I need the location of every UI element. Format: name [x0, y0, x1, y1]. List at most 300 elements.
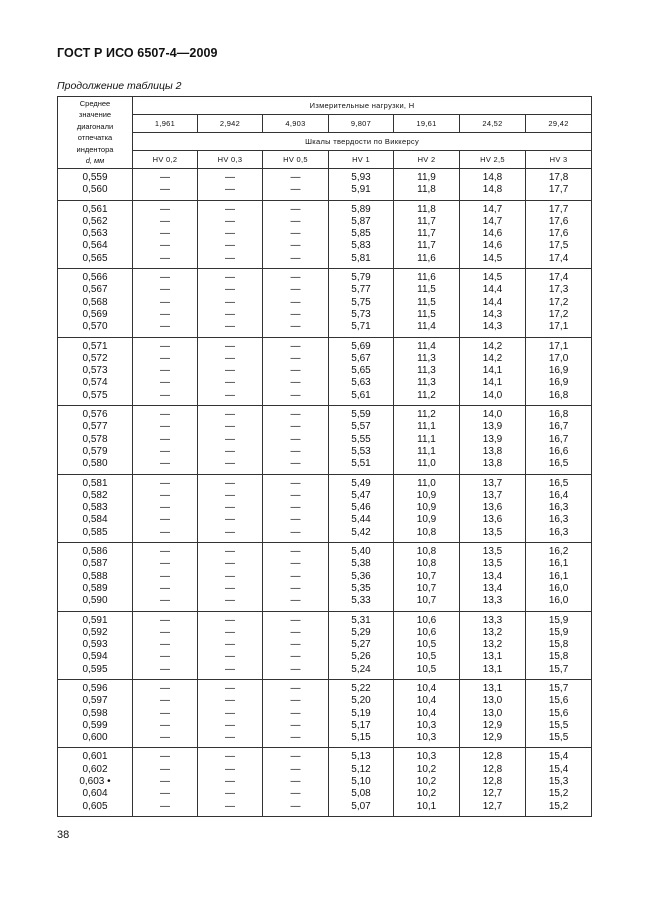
- table-cell: [198, 748, 263, 816]
- hv25-value: 12,8: [482, 763, 503, 775]
- hv25-value: 14,5: [482, 252, 503, 264]
- diagonal-value: 0,590: [82, 595, 108, 607]
- table-cell: [133, 169, 198, 201]
- hv25-value: 13,8: [482, 445, 503, 457]
- hv2-value: 10,9: [416, 502, 437, 514]
- hv1-value: 5,07: [351, 800, 371, 812]
- hv02-value: —: [160, 614, 170, 626]
- hv3-value: 17,2: [548, 296, 569, 308]
- hv03-value: —: [225, 639, 235, 651]
- table-cell: [58, 543, 133, 611]
- hv2-value: 10,8: [416, 558, 437, 570]
- hv05-value: —: [290, 389, 301, 401]
- hv05-value: —: [290, 719, 301, 731]
- diagonal-value: 0,565: [82, 252, 108, 264]
- hv3-value: 15,5: [548, 732, 569, 744]
- hv3-value: 15,6: [548, 695, 569, 707]
- diagonal-value: 0,586: [82, 546, 108, 558]
- hv02-value: —: [160, 252, 170, 264]
- hv03-value: —: [225, 365, 235, 377]
- hv3-value: 17,6: [548, 228, 569, 240]
- hv1-value: 5,49: [351, 477, 371, 489]
- scale-header: HV 0,3: [198, 151, 263, 169]
- table-cell: [58, 337, 133, 405]
- hv3-value: 16,2: [548, 546, 569, 558]
- hv3-value: 17,3: [548, 284, 569, 296]
- hv25-value: 14,8: [482, 184, 503, 196]
- hv03-value: —: [225, 352, 235, 364]
- table-caption: Продолжение таблицы 2: [57, 80, 182, 92]
- hv2-value: 11,1: [417, 421, 436, 433]
- hv1-value: 5,17: [351, 719, 371, 731]
- hv1-value: 5,85: [351, 228, 371, 240]
- hv3-value: 15,9: [548, 614, 569, 626]
- hv2-value: 10,6: [416, 614, 437, 626]
- col0-header-line: индентора: [76, 144, 114, 154]
- table-cell: [329, 406, 394, 474]
- hv03-value: —: [225, 184, 235, 196]
- table-cell: [526, 269, 592, 337]
- hv03-value: —: [225, 788, 235, 800]
- table-cell: [329, 679, 394, 747]
- hv1-value: 5,93: [351, 172, 371, 183]
- diagonal-value: 0,602: [82, 763, 108, 775]
- hv3-value: 17,1: [548, 340, 569, 352]
- hv05-value: —: [290, 502, 301, 514]
- hv25-value: 12,9: [482, 732, 503, 744]
- table-row-group: [58, 543, 592, 611]
- diagonal-value: 0,591: [82, 614, 108, 626]
- hv25-value: 13,1: [482, 663, 503, 675]
- table-cell: [526, 748, 592, 816]
- hv3-value: 15,7: [548, 663, 569, 675]
- diagonal-value: 0,561: [82, 203, 108, 215]
- hv3-value: 15,3: [548, 776, 569, 788]
- hv2-value: 10,7: [416, 595, 437, 607]
- hv02-value: —: [160, 272, 170, 284]
- hv2-value: 11,3: [417, 377, 436, 389]
- hv3-value: 16,1: [548, 558, 569, 570]
- diagonal-value: 0,576: [82, 409, 108, 421]
- hv3-value: 15,2: [548, 800, 569, 812]
- scale-header: HV 2,5: [460, 151, 526, 169]
- hv2-value: 11,7: [417, 240, 436, 252]
- hv05-value: —: [290, 409, 301, 421]
- hv3-value: 16,9: [548, 365, 569, 377]
- diagonal-value: 0,589: [82, 582, 108, 594]
- hv05-value: —: [290, 445, 301, 457]
- hv1-value: 5,69: [351, 340, 371, 352]
- hv2-value: 11,4: [417, 340, 436, 352]
- hv03-value: —: [225, 340, 235, 352]
- hv03-value: —: [225, 445, 235, 457]
- diagonal-value: 0,598: [82, 707, 108, 719]
- hv25-value: 14,5: [482, 272, 503, 284]
- hv3-value: 15,9: [548, 626, 569, 638]
- diagonal-value: 0,599: [82, 719, 108, 731]
- hv03-value: —: [225, 776, 235, 788]
- hv1-value: 5,38: [351, 558, 371, 570]
- hv05-value: —: [290, 776, 301, 788]
- hv05-value: —: [290, 651, 301, 663]
- hv05-value: —: [290, 639, 301, 651]
- hv3-value: 17,1: [548, 321, 569, 333]
- hv05-value: —: [290, 252, 301, 264]
- diagonal-value: 0,595: [82, 663, 108, 675]
- hv1-value: 5,35: [351, 582, 371, 594]
- hv25-value: 13,5: [482, 526, 503, 538]
- hv02-value: —: [160, 321, 170, 333]
- hv02-value: —: [160, 502, 170, 514]
- table-cell: [329, 474, 394, 542]
- hv2-value: 10,5: [416, 639, 437, 651]
- table-row-group: [58, 200, 592, 268]
- hv05-value: —: [290, 489, 301, 501]
- hv2-value: 10,8: [416, 526, 437, 538]
- hv1-value: 5,73: [351, 308, 371, 320]
- hv1-value: 5,29: [351, 626, 371, 638]
- hv3-value: 16,8: [548, 409, 569, 421]
- table-cell: [263, 337, 329, 405]
- hv1-value: 5,55: [351, 433, 371, 445]
- diagonal-value: 0,568: [82, 296, 108, 308]
- hv03-value: —: [225, 172, 235, 183]
- hv25-value: 14,3: [482, 321, 503, 333]
- hv02-value: —: [160, 340, 170, 352]
- diagonal-value: 0,583: [82, 502, 108, 514]
- hv03-value: —: [225, 732, 235, 744]
- hv25-value: 13,2: [482, 639, 503, 651]
- hv25-value: 13,6: [482, 514, 503, 526]
- hv2-value: 11,2: [417, 409, 436, 421]
- hv3-value: 16,7: [548, 433, 569, 445]
- hv3-value: 16,3: [548, 502, 569, 514]
- scale-header: HV 2: [394, 151, 460, 169]
- table-cell: [133, 748, 198, 816]
- table-cell: [526, 200, 592, 268]
- table-cell: [58, 611, 133, 679]
- table-cell: [329, 269, 394, 337]
- scale-header: HV 0,5: [263, 151, 329, 169]
- table-cell: [394, 543, 460, 611]
- diagonal-value: 0,579: [82, 445, 108, 457]
- hv02-value: —: [160, 788, 170, 800]
- diagonal-value: 0,573: [82, 365, 108, 377]
- hv3-value: 16,4: [548, 489, 569, 501]
- hv03-value: —: [225, 651, 235, 663]
- table-cell: [526, 337, 592, 405]
- table-cell: [263, 269, 329, 337]
- hv1-value: 5,08: [351, 788, 371, 800]
- hv03-value: —: [225, 695, 235, 707]
- hv03-value: —: [225, 595, 235, 607]
- table-cell: [526, 611, 592, 679]
- hv02-value: —: [160, 352, 170, 364]
- hv1-value: 5,77: [351, 284, 371, 296]
- hv02-value: —: [160, 284, 170, 296]
- diagonal-value: 0,578: [82, 433, 108, 445]
- hv02-value: —: [160, 719, 170, 731]
- diagonal-value: 0,585: [82, 526, 108, 538]
- table-cell: [133, 269, 198, 337]
- hv25-value: 13,7: [482, 477, 503, 489]
- hv25-value: 13,9: [482, 421, 503, 433]
- diagonal-value: 0,601: [82, 751, 108, 763]
- col0-header-line: диагонали: [76, 121, 114, 131]
- hv05-value: —: [290, 172, 301, 183]
- table-cell: [460, 748, 526, 816]
- hv25-value: 13,1: [482, 651, 503, 663]
- hv1-value: 5,65: [351, 365, 371, 377]
- load-header: 29,42: [526, 115, 592, 133]
- table-cell: [263, 543, 329, 611]
- hv25-value: 14,7: [482, 203, 503, 215]
- hv05-value: —: [290, 321, 301, 333]
- hv1-value: 5,83: [351, 240, 371, 252]
- hv1-value: 5,10: [351, 776, 371, 788]
- hv25-value: 13,9: [482, 433, 503, 445]
- hv03-value: —: [225, 663, 235, 675]
- hv2-value: 11,8: [417, 203, 436, 215]
- table-cell: [329, 543, 394, 611]
- hv1-value: 5,36: [351, 570, 371, 582]
- load-header: 9,807: [329, 115, 394, 133]
- diagonal-value: 0,569: [82, 308, 108, 320]
- hv1-value: 5,91: [351, 184, 371, 196]
- table-row-group: [58, 474, 592, 542]
- hv02-value: —: [160, 776, 170, 788]
- diagonal-value: 0,604: [82, 788, 108, 800]
- diagonal-column-header: [58, 97, 133, 169]
- table-row-group: [58, 269, 592, 337]
- table-cell: [58, 169, 133, 201]
- hv2-value: 11,5: [417, 308, 436, 320]
- hv25-value: 14,3: [482, 308, 503, 320]
- hv02-value: —: [160, 409, 170, 421]
- hv03-value: —: [225, 546, 235, 558]
- hv03-value: —: [225, 514, 235, 526]
- hv3-value: 16,1: [548, 570, 569, 582]
- hv25-value: 13,2: [482, 626, 503, 638]
- table-cell: [133, 474, 198, 542]
- table-row-group: [58, 679, 592, 747]
- col0-header-line: отпечатка: [77, 133, 113, 143]
- table-cell: [198, 611, 263, 679]
- table-cell: [460, 200, 526, 268]
- hv3-value: 16,3: [548, 514, 569, 526]
- hv25-value: 12,7: [482, 788, 503, 800]
- hv02-value: —: [160, 639, 170, 651]
- hv2-value: 11,2: [417, 389, 436, 401]
- table-cell: [263, 748, 329, 816]
- diagonal-value: 0,592: [82, 626, 108, 638]
- hv05-value: —: [290, 458, 301, 470]
- table-cell: [394, 611, 460, 679]
- hv02-value: —: [160, 445, 170, 457]
- hv3-value: 16,8: [548, 389, 569, 401]
- hv05-value: —: [290, 184, 301, 196]
- load-header: 24,52: [460, 115, 526, 133]
- hv1-value: 5,13: [351, 751, 371, 763]
- hv25-value: 12,9: [482, 719, 503, 731]
- table-cell: [526, 406, 592, 474]
- diagonal-value: 0,584: [82, 514, 108, 526]
- table-cell: [394, 337, 460, 405]
- hv1-value: 5,61: [351, 389, 371, 401]
- hv05-value: —: [290, 595, 301, 607]
- hv1-value: 5,79: [351, 272, 371, 284]
- hv25-value: 14,1: [482, 377, 503, 389]
- hv02-value: —: [160, 526, 170, 538]
- hv03-value: —: [225, 614, 235, 626]
- hv03-value: —: [225, 458, 235, 470]
- hv03-value: —: [225, 203, 235, 215]
- hv03-value: —: [225, 377, 235, 389]
- hv3-value: 16,5: [548, 477, 569, 489]
- hv2-value: 10,2: [416, 776, 437, 788]
- table-cell: [460, 679, 526, 747]
- table-cell: [263, 169, 329, 201]
- load-header: 19,61: [394, 115, 460, 133]
- diagonal-value: 0,567: [82, 284, 108, 296]
- hv25-value: 14,4: [482, 296, 503, 308]
- hv05-value: —: [290, 546, 301, 558]
- hv25-value: 13,0: [482, 695, 503, 707]
- hv2-value: 10,5: [416, 651, 437, 663]
- hv2-value: 10,3: [416, 719, 437, 731]
- hv3-value: 15,2: [548, 788, 569, 800]
- hv3-value: 17,0: [548, 352, 569, 364]
- hv3-value: 15,7: [548, 682, 569, 694]
- table-cell: [329, 611, 394, 679]
- hv03-value: —: [225, 626, 235, 638]
- hv3-value: 15,5: [548, 719, 569, 731]
- hv2-value: 11,7: [417, 228, 436, 240]
- diagonal-value: 0,603 •: [79, 776, 111, 788]
- table-cell: [460, 611, 526, 679]
- hv03-value: —: [225, 751, 235, 763]
- hv2-value: 10,1: [416, 800, 437, 812]
- table-cell: [460, 406, 526, 474]
- hv03-value: —: [225, 763, 235, 775]
- hv03-value: —: [225, 502, 235, 514]
- hv05-value: —: [290, 695, 301, 707]
- diagonal-value: 0,582: [82, 489, 108, 501]
- diagonal-value: 0,564: [82, 240, 108, 252]
- hv3-value: 15,4: [548, 751, 569, 763]
- hv1-value: 5,12: [351, 763, 371, 775]
- hv02-value: —: [160, 651, 170, 663]
- table-cell: [133, 200, 198, 268]
- hv3-value: 17,4: [548, 252, 569, 264]
- diagonal-value: 0,597: [82, 695, 108, 707]
- table-row-group: [58, 406, 592, 474]
- hv25-value: 14,4: [482, 284, 503, 296]
- hv03-value: —: [225, 489, 235, 501]
- table-cell: [198, 269, 263, 337]
- hv03-value: —: [225, 719, 235, 731]
- hv1-value: 5,81: [351, 252, 371, 264]
- table-cell: [263, 406, 329, 474]
- hv25-value: 12,8: [482, 776, 503, 788]
- hv25-value: 14,2: [482, 340, 503, 352]
- hv05-value: —: [290, 228, 301, 240]
- hv3-value: 15,8: [548, 651, 569, 663]
- table-cell: [263, 611, 329, 679]
- hv05-value: —: [290, 682, 301, 694]
- hv05-value: —: [290, 240, 301, 252]
- table-cell: [329, 337, 394, 405]
- hv3-value: 16,7: [548, 421, 569, 433]
- hv05-value: —: [290, 421, 301, 433]
- hv03-value: —: [225, 296, 235, 308]
- hv05-value: —: [290, 377, 301, 389]
- hv2-value: 10,4: [416, 682, 437, 694]
- table-cell: [394, 269, 460, 337]
- diagonal-value: 0,560: [82, 184, 108, 196]
- table-row-group: [58, 611, 592, 679]
- hv2-value: 11,8: [417, 184, 436, 196]
- hv03-value: —: [225, 682, 235, 694]
- hv03-value: —: [225, 252, 235, 264]
- diagonal-value: 0,593: [82, 639, 108, 651]
- hv05-value: —: [290, 614, 301, 626]
- hv05-value: —: [290, 284, 301, 296]
- hv3-value: 15,6: [548, 707, 569, 719]
- diagonal-value: 0,594: [82, 651, 108, 663]
- table-cell: [58, 406, 133, 474]
- hv05-value: —: [290, 800, 301, 812]
- hv2-value: 10,9: [416, 489, 437, 501]
- diagonal-value: 0,559: [82, 172, 108, 183]
- hv25-value: 13,1: [482, 682, 503, 694]
- hv03-value: —: [225, 215, 235, 227]
- table-cell: [263, 679, 329, 747]
- table-cell: [394, 474, 460, 542]
- hv2-value: 10,9: [416, 514, 437, 526]
- hv02-value: —: [160, 477, 170, 489]
- hv3-value: 16,5: [548, 458, 569, 470]
- hv1-value: 5,57: [351, 421, 371, 433]
- hv02-value: —: [160, 389, 170, 401]
- diagonal-value: 0,581: [82, 477, 108, 489]
- hv25-value: 14,6: [482, 228, 503, 240]
- table-cell: [198, 169, 263, 201]
- hv03-value: —: [225, 800, 235, 812]
- hv25-value: 13,8: [482, 458, 503, 470]
- hv02-value: —: [160, 308, 170, 320]
- col0-header-line: Среднее: [79, 99, 111, 108]
- table-row-group: [58, 748, 592, 816]
- hv25-value: 13,6: [482, 502, 503, 514]
- table-cell: [460, 169, 526, 201]
- hv05-value: —: [290, 203, 301, 215]
- hv02-value: —: [160, 732, 170, 744]
- hv02-value: —: [160, 763, 170, 775]
- hv25-value: 14,6: [482, 240, 503, 252]
- diagonal-value: 0,563: [82, 228, 108, 240]
- table-cell: [198, 337, 263, 405]
- hv03-value: —: [225, 389, 235, 401]
- diagonal-value: 0,570: [82, 321, 108, 333]
- table-cell: [526, 679, 592, 747]
- table-cell: [329, 748, 394, 816]
- hv2-value: 10,3: [416, 751, 437, 763]
- table-header: [58, 97, 592, 169]
- table-body: [58, 169, 592, 817]
- hv3-value: 16,0: [548, 595, 569, 607]
- hv03-value: —: [225, 558, 235, 570]
